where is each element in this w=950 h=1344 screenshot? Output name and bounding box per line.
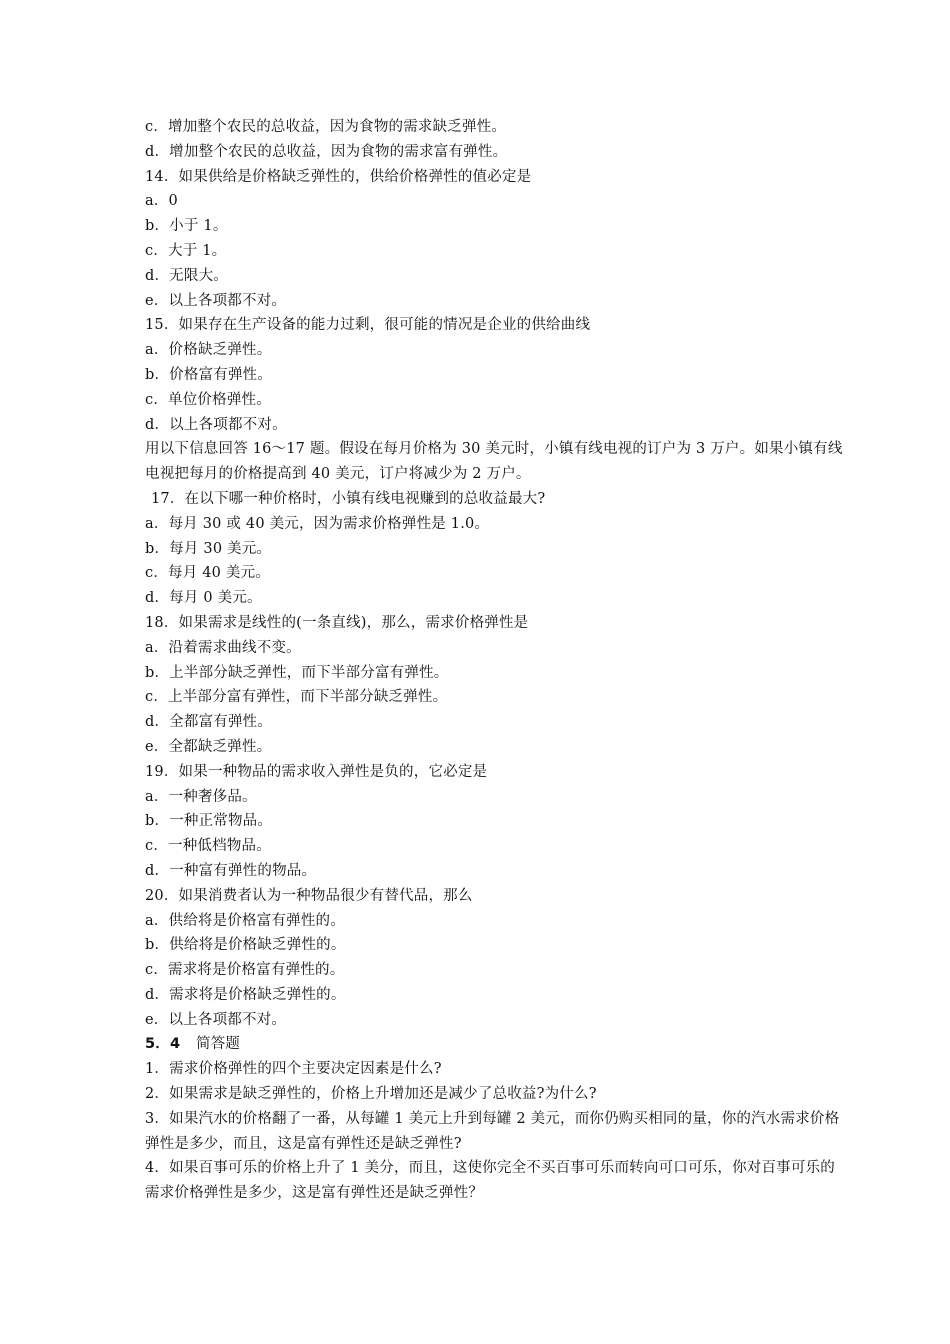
option-line: b．每月 30 美元。 <box>145 540 272 557</box>
option-line: c．需求将是价格富有弹性的。 <box>145 962 345 979</box>
question-14: 14．如果供给是价格缺乏弹性的，供给价格弹性的值必定是 <box>145 168 532 185</box>
option-line: b．供给将是价格缺乏弹性的。 <box>145 937 346 954</box>
option-line: a．价格缺乏弹性。 <box>145 342 272 359</box>
option-line: a．一种奢侈品。 <box>145 788 257 805</box>
question-17: 17．在以下哪一种价格时，小镇有线电视赚到的总收益最大? <box>151 490 546 507</box>
option-line: b．价格富有弹性。 <box>145 366 273 383</box>
option-line: a．每月 30 或 40 美元，因为需求价格弹性是 1.0。 <box>145 515 490 532</box>
question-18: 18．如果需求是线性的(一条直线)，那么，需求价格弹性是 <box>145 614 529 631</box>
option-line: d．一种富有弹性的物品。 <box>145 862 317 879</box>
option-line: a．0 <box>145 193 178 210</box>
option-line: c．上半部分富有弹性，而下半部分缺乏弹性。 <box>145 689 448 706</box>
short-answer-2: 2．如果需求是缺乏弹性的，价格上升增加还是减少了总收益?为什么? <box>145 1086 597 1103</box>
option-line: d．需求将是价格缺乏弹性的。 <box>145 986 346 1003</box>
option-line: b．一种正常物品。 <box>145 813 273 830</box>
option-line: c．一种低档物品。 <box>145 838 271 855</box>
option-line: a．供给将是价格富有弹性的。 <box>145 912 345 929</box>
option-line: e．以上各项都不对。 <box>145 1011 287 1028</box>
option-line: d．全都富有弹性。 <box>145 714 273 731</box>
option-line: a．沿着需求曲线不变。 <box>145 639 301 656</box>
document-body <box>145 115 845 1206</box>
section-title: 简答题 <box>196 1036 241 1053</box>
option-line: b．小于 1。 <box>145 218 228 235</box>
option-line: d．每月 0 美元。 <box>145 590 262 607</box>
option-line: b．上半部分缺乏弹性，而下半部分富有弹性。 <box>145 664 449 681</box>
option-line: c．增加整个农民的总收益，因为食物的需求缺乏弹性。 <box>145 119 507 135</box>
short-answer-1: 1．需求价格弹性的四个主要决定因素是什么? <box>145 1061 442 1078</box>
option-line: e．以上各项都不对。 <box>145 292 287 309</box>
option-line: d．无限大。 <box>145 267 228 284</box>
option-line: d．增加整个农民的总收益，因为食物的需求富有弹性。 <box>145 143 508 160</box>
option-line: c．每月 40 美元。 <box>145 565 270 582</box>
question-20: 20．如果消费者认为一种物品很少有替代品，那么 <box>145 887 473 904</box>
option-line: c．大于 1。 <box>145 242 227 259</box>
question-15: 15．如果存在生产设备的能力过剩，很可能的情况是企业的供给曲线 <box>145 317 591 334</box>
question-19: 19．如果一种物品的需求收入弹性是负的，它必定是 <box>145 763 488 780</box>
option-line: e．全都缺乏弹性。 <box>145 738 272 755</box>
section-number: 5．4 <box>145 1036 181 1053</box>
short-answer-4: 4．如果百事可乐的价格上升了 1 美分，而且，这使你完全不买百事可乐而转向可口可乐，你对百事可乐的需求价格弹性是多少，这是富有弹性还是缺乏弹性？ <box>145 1160 835 1202</box>
option-line: d．以上各项都不对。 <box>145 416 287 433</box>
option-line: c．单位价格弹性。 <box>145 391 271 408</box>
info-paragraph: 用以下信息回答 16～17 题。假设在每月价格为 30 美元时，小镇有线电视的订户为 3 万户。如果小镇有线电视把每月的价格提高到 40 美元，订户将减少为 2 万户。 <box>145 441 843 483</box>
short-answer-3: 3．如果汽水的价格翻了一番，从每罐 1 美元上升到每罐 2 美元，而你仍购买相同的量，你的汽水需求价格弹性是多少，而且，这是富有弹性还是缺乏弹性? <box>145 1110 840 1152</box>
section-heading <box>145 1032 845 1057</box>
